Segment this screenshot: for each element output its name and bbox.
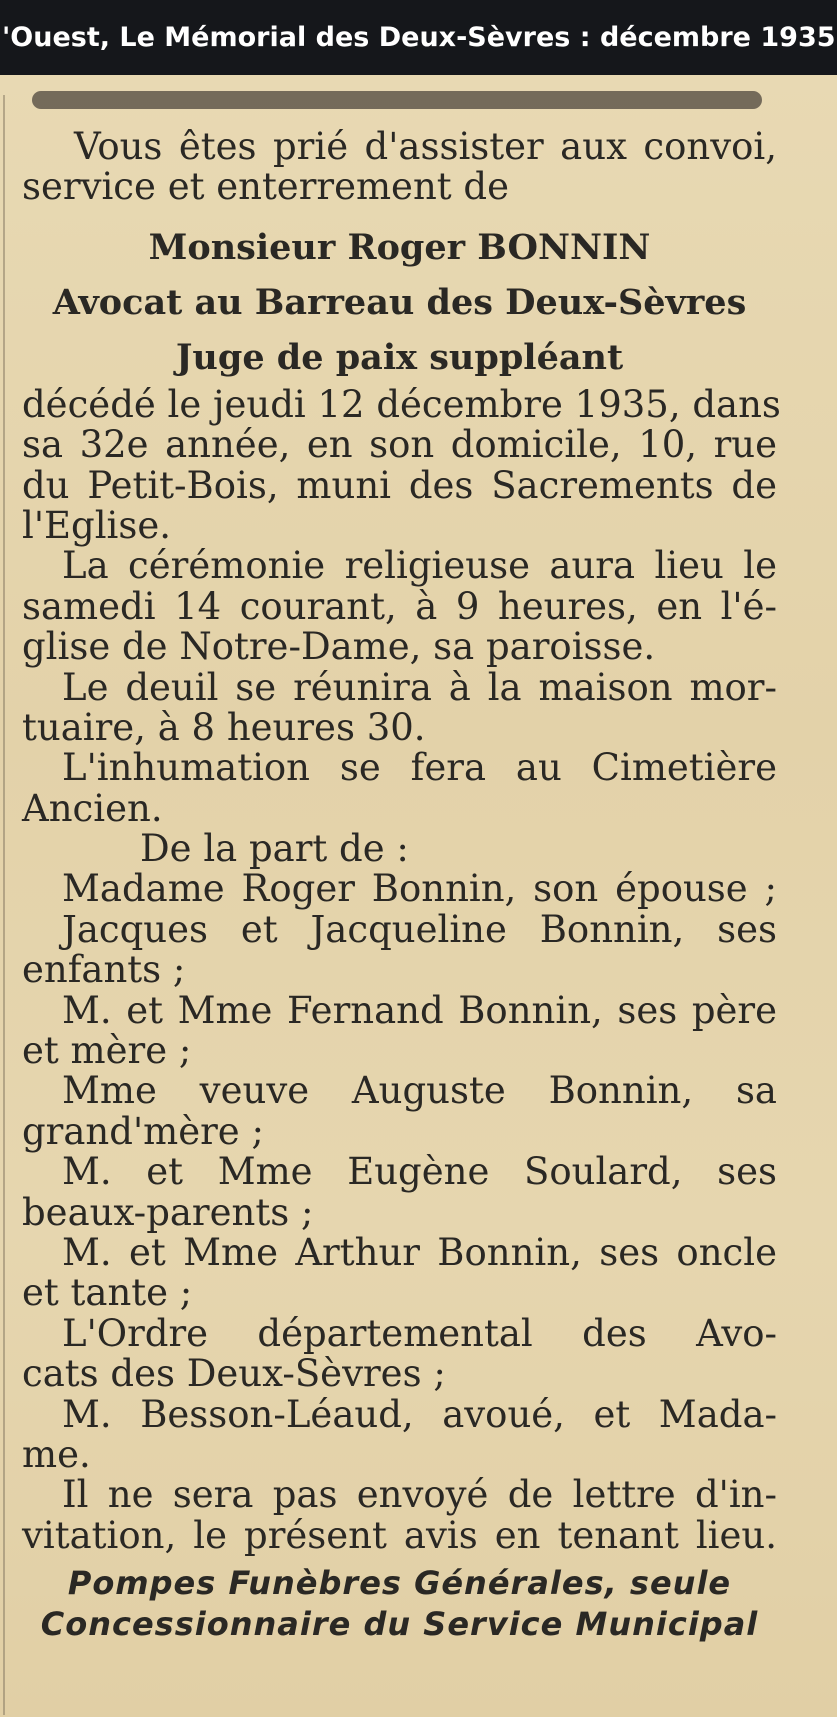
family-line: M. et Mme Arthur Bonnin, ses oncle — [62, 1230, 777, 1274]
death-line: du Petit-Bois, muni des Sacrements de — [22, 463, 777, 507]
ceremony-line: glise de Notre-Dame, sa paroisse. — [22, 625, 656, 669]
family-line: M. et Mme Fernand Bonnin, ses père — [62, 988, 777, 1032]
intro-line: service et enterrement de — [22, 165, 509, 209]
closing-line: vitation, le présent avis en tenant lieu. — [22, 1513, 777, 1557]
death-line: l'Eglise. — [22, 503, 172, 547]
deceased-name: Monsieur Roger BONNIN — [148, 226, 651, 268]
family-line: me. — [22, 1432, 91, 1476]
family-line: M. Besson-Léaud, avoué, et Mada- — [62, 1392, 777, 1436]
death-line: décédé le jeudi 12 décembre 1935, dans — [22, 382, 781, 426]
column-rule — [3, 95, 5, 1715]
mourning-line: tuaire, à 8 heures 30. — [22, 705, 426, 749]
family-line: L'Ordre départemental des Avo- — [62, 1311, 777, 1355]
funeral-home-signature: Pompes Funèbres Générales, seule — [67, 1564, 732, 1603]
family-line: Mme veuve Auguste Bonnin, sa — [62, 1069, 777, 1113]
newspaper-clipping — [0, 75, 837, 1717]
mourning-line: Le deuil se réunira à la maison mor- — [62, 665, 777, 709]
family-line: M. et Mme Eugène Soulard, ses — [62, 1150, 777, 1194]
family-line: grand'mère ; — [22, 1109, 264, 1153]
family-line: et mère ; — [22, 1029, 192, 1073]
family-line: cats des Deux-Sèvres ; — [22, 1352, 446, 1396]
family-line: beaux-parents ; — [22, 1190, 314, 1234]
family-line: enfants ; — [22, 948, 186, 992]
intro-line: Vous êtes prié d'assister aux convoi, — [74, 125, 777, 168]
funeral-home-signature: Concessionnaire du Service Municipal — [40, 1604, 759, 1643]
clipping-top-border — [32, 91, 762, 109]
family-line: Jacques et Jacqueline Bonnin, ses — [62, 907, 777, 951]
from-label: De la part de : — [140, 827, 409, 871]
deceased-role: Juge de paix suppléant — [175, 336, 624, 378]
title-bar — [0, 0, 837, 75]
deceased-role: Avocat au Barreau des Deux-Sèvres — [52, 281, 747, 323]
closing-line: Il ne sera pas envoyé de lettre d'in- — [62, 1473, 777, 1517]
family-line: et tante ; — [22, 1271, 193, 1315]
death-line: sa 32e année, en son domicile, 10, rue — [22, 423, 777, 467]
family-line: Madame Roger Bonnin, son épouse ; — [62, 867, 777, 911]
obituary-notice — [22, 125, 781, 1643]
ceremony-line: La cérémonie religieuse aura lieu le — [62, 544, 777, 588]
burial-line: L'inhumation se fera au Cimetière — [62, 746, 777, 790]
page-title: 'Ouest, Le Mémorial des Deux-Sèvres : décembre 1935 — [2, 22, 836, 53]
spacer — [22, 208, 777, 220]
burial-line: Ancien. — [22, 786, 163, 830]
ceremony-line: samedi 14 courant, à 9 heures, en l'é- — [22, 584, 777, 628]
